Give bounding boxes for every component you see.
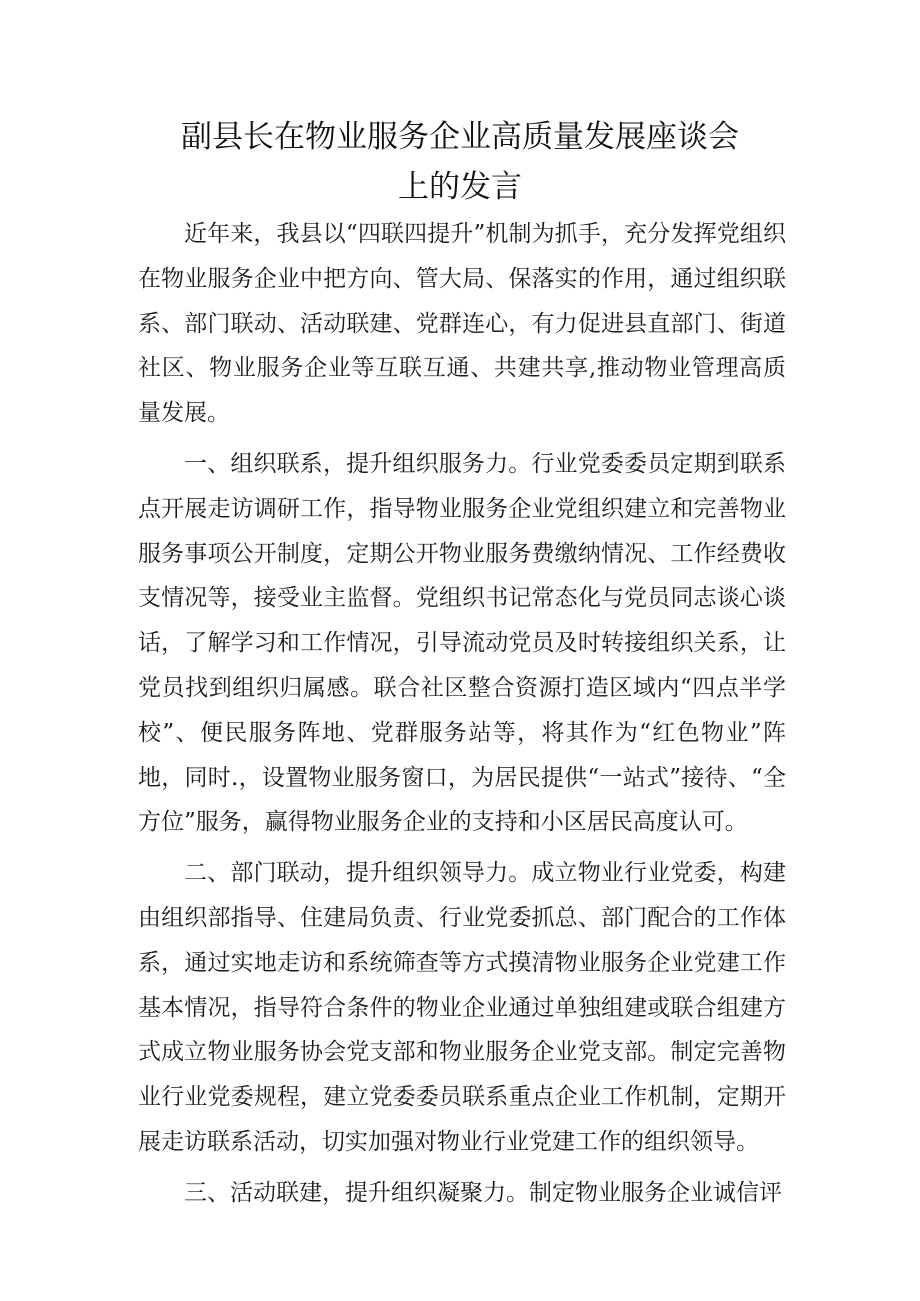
paragraph-section-2: 二、部门联动，提升组织领导力。成立物业行业党委，构建由组织部指导、住建局负责、行业党委抓总、部门配合的工作体系，通过实地走访和系统筛查等方式摸清物业服务企业党建工作基本情况，指导符合条件的物业企业通过单独组建或联合组建方式成立物业服务协会党支部和物业服务企业党支部。制定完善物业行业党委规程，建立党委委员联系重点企业工作机制，定期开展走访联系活动，切实加强对物业行业党建工作的组织领导。 [138,860,786,1155]
paragraph-section-3: 三、活动联建，提升组织凝聚力。制定物业服务企业诚信评 [184,1179,782,1206]
title-line-2: 上的发言 [398,169,522,205]
paragraph-section-1: 一、组织联系，提升组织服务力。行业党委委员定期到联系点开展走访调研工作，指导物业服务企业党组织建立和完善物业服务事项公开制度，定期公开物业服务费缴纳情况、工作经费收支情况等，接受业主监督。党组织书记常态化与党员同志谈心谈话，了解学习和工作情况，引导流动党员及时转接组织关系，让党员找到组织归属感。联合社区整合资源打造区域内“四点半学校”、便民服务阵地、党群服务站等，将其作为“红色物业”阵地，同时.，设置物业服务窗口，为居民提供“一站式”接待、“全方位”服务，赢得物业服务企业的支持和小区居民高度认可。 [138,450,786,836]
paragraph-intro: 近年来，我县以“四联四提升”机制为抓手，充分发挥党组织在物业服务企业中把方向、管大局、保落实的作用，通过组织联系、部门联动、活动联建、党群连心，有力促进县直部门、街道社区、物业服务企业等互联互通、共建共享,推动物业管理高质量发展。 [138,221,786,427]
document-body [138,212,786,1222]
title-line-1: 副县长在物业服务企业高质量发展座谈会 [181,119,739,155]
document-title [0,112,920,212]
